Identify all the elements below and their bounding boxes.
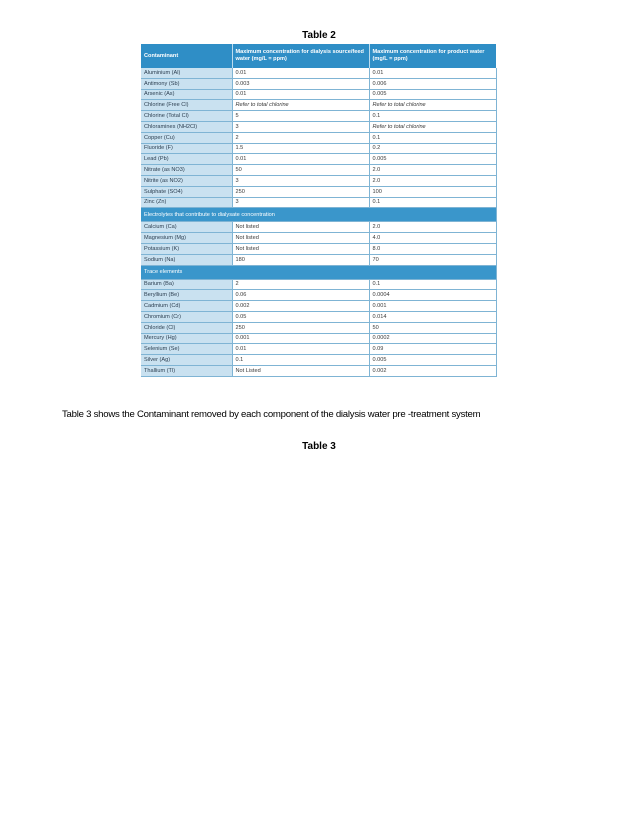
header-feed-water: Maximum concentration for dialysis source/feed water (mg/L = ppm) [232,44,369,68]
feed-water-value: 250 [232,322,369,333]
feed-water-value: 0.1 [232,355,369,366]
table-row [141,111,496,122]
table-row [141,322,496,333]
feed-water-value: 0.06 [232,290,369,301]
feed-water-value: 250 [232,186,369,197]
table-row [141,365,496,376]
contaminant-name: Calcium (Ca) [141,222,232,233]
table-row [141,165,496,176]
feed-water-value: 0.002 [232,301,369,312]
contaminant-name: Zinc (Zn) [141,197,232,208]
table-3-intro-paragraph: Table 3 shows the Contaminant removed by each component of the dialysis water pre -treatment system [62,409,481,420]
feed-water-value: 50 [232,165,369,176]
contaminant-name: Barium (Ba) [141,279,232,290]
table-row [141,243,496,254]
product-water-value: 0.1 [369,279,496,290]
product-water-value: 0.005 [369,154,496,165]
feed-water-value: 5 [232,111,369,122]
contaminant-name: Sodium (Na) [141,254,232,265]
product-water-value: 0.0004 [369,290,496,301]
contaminant-name: Antimony (Sb) [141,78,232,89]
header-contaminant: Contaminant [141,44,232,68]
contaminant-name: Chloramines (NH2Cl) [141,121,232,132]
table-row [141,311,496,322]
contaminant-name: Thallium (Tl) [141,365,232,376]
feed-water-value: 0.003 [232,78,369,89]
product-water-value: 2.0 [369,222,496,233]
contaminant-name: Sulphate (SO4) [141,186,232,197]
product-water-value: 0.014 [369,311,496,322]
feed-water-value: 180 [232,254,369,265]
table-row [141,233,496,244]
feed-water-value: Refer to total chlorine [232,100,369,111]
contaminant-name: Cadmium (Cd) [141,301,232,312]
product-water-value: 2.0 [369,165,496,176]
product-water-value: 0.005 [369,355,496,366]
product-water-value: 0.01 [369,68,496,78]
product-water-value: 0.2 [369,143,496,154]
contaminant-name: Chlorine (Free Cl) [141,100,232,111]
table-2-caption: Table 2 [302,30,336,41]
table-row [141,355,496,366]
contaminant-name: Copper (Cu) [141,132,232,143]
feed-water-value: 3 [232,121,369,132]
contaminant-name: Potassium (K) [141,243,232,254]
section-heading-electrolytes: Electrolytes that contribute to dialysate concentration [141,208,496,222]
contaminant-table [141,44,497,377]
contaminant-name: Nitrate (as NO3) [141,165,232,176]
product-water-value: 4.0 [369,233,496,244]
product-water-value: 0.005 [369,89,496,100]
table-row [141,121,496,132]
product-water-value: 0.1 [369,197,496,208]
section-row [141,265,496,279]
feed-water-value: 0.001 [232,333,369,344]
section-heading-trace-elements: Trace elements [141,265,496,279]
feed-water-value: 2 [232,279,369,290]
feed-water-value: Not listed [232,243,369,254]
product-water-value: Refer to total chlorine [369,100,496,111]
table-row [141,100,496,111]
contaminant-name: Lead (Pb) [141,154,232,165]
table-header-row [141,44,496,68]
product-water-value: 0.006 [369,78,496,89]
product-water-value: 8.0 [369,243,496,254]
contaminant-name: Arsenic (As) [141,89,232,100]
contaminant-name: Beryllium (Be) [141,290,232,301]
feed-water-value: 0.05 [232,311,369,322]
table-row [141,222,496,233]
feed-water-value: 0.01 [232,344,369,355]
product-water-value: 2.0 [369,175,496,186]
contaminant-name: Nitrite (as NO2) [141,175,232,186]
table-row [141,186,496,197]
product-water-value: 70 [369,254,496,265]
table-row [141,154,496,165]
product-water-value: 0.002 [369,365,496,376]
product-water-value: 0.1 [369,132,496,143]
feed-water-value: Not listed [232,233,369,244]
product-water-value: 0.1 [369,111,496,122]
table-row [141,175,496,186]
feed-water-value: 3 [232,175,369,186]
table-row [141,78,496,89]
feed-water-value: 2 [232,132,369,143]
table-row [141,344,496,355]
contaminant-name: Magnesium (Mg) [141,233,232,244]
table-row [141,197,496,208]
contaminant-name: Mercury (Hg) [141,333,232,344]
contaminant-name: Silver (Ag) [141,355,232,366]
table-row [141,143,496,154]
section-row [141,208,496,222]
table-row [141,290,496,301]
contaminant-name: Chloride (Cl) [141,322,232,333]
product-water-value: 0.09 [369,344,496,355]
feed-water-value: 1.5 [232,143,369,154]
contaminant-name: Aluminium (Al) [141,68,232,78]
table-row [141,279,496,290]
feed-water-value: 0.01 [232,89,369,100]
feed-water-value: 3 [232,197,369,208]
feed-water-value: 0.01 [232,154,369,165]
product-water-value: 0.001 [369,301,496,312]
table-row [141,68,496,78]
table-3-caption: Table 3 [302,441,336,452]
table-row [141,333,496,344]
product-water-value: Refer to total chlorine [369,121,496,132]
table-row [141,89,496,100]
feed-water-value: 0.01 [232,68,369,78]
product-water-value: 50 [369,322,496,333]
table-row [141,254,496,265]
water-quality-table [141,44,496,393]
product-water-value: 100 [369,186,496,197]
feed-water-value: Not Listed [232,365,369,376]
table-row [141,132,496,143]
header-product-water: Maximum concentration for product water (mg/L = ppm) [369,44,496,68]
contaminant-name: Chlorine (Total Cl) [141,111,232,122]
contaminant-name: Fluoride (F) [141,143,232,154]
contaminant-name: Chromium (Cr) [141,311,232,322]
table-row [141,301,496,312]
feed-water-value: Not listed [232,222,369,233]
product-water-value: 0.0002 [369,333,496,344]
contaminant-name: Selenium (Se) [141,344,232,355]
